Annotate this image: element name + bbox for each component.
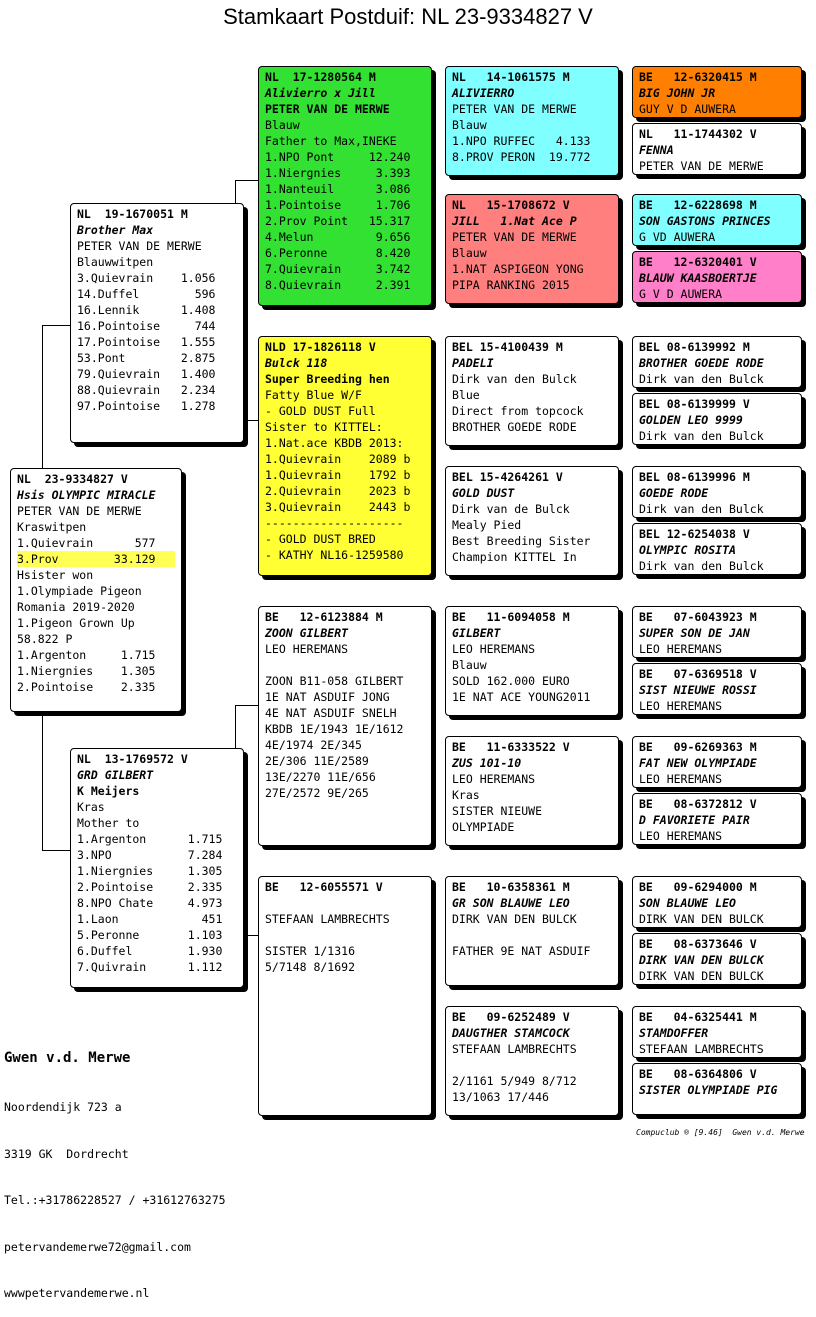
pedigree-card-dds[interactable] bbox=[445, 876, 619, 986]
card-line: STEFAAN LAMBRECHTS bbox=[639, 1042, 764, 1056]
card-line: 5.Peronne 1.103 bbox=[77, 928, 223, 942]
ring-number: NL 15-1708672 V bbox=[452, 198, 570, 212]
ring-number: BE 12-6228698 M bbox=[639, 198, 757, 212]
card-line: SISTER NIEUWE bbox=[452, 804, 543, 818]
ring-number: BE 12-6320415 M bbox=[639, 70, 757, 84]
card-line: Mealy Pied bbox=[452, 518, 522, 532]
pedigree-card-sds[interactable] bbox=[445, 336, 619, 446]
card-line: Blue bbox=[452, 388, 480, 402]
card-line: 3.Quievrain 1.056 bbox=[77, 271, 216, 285]
pedigree-card-g4-4[interactable] bbox=[632, 251, 802, 303]
card-line: Blauw bbox=[452, 118, 487, 132]
card-line: 7.Quivrain 1.112 bbox=[77, 960, 223, 974]
owner-website[interactable]: wwwpetervandemerwe.nl bbox=[4, 1286, 150, 1300]
card-line: 1.Laon 451 bbox=[77, 912, 223, 926]
card-line: 2.Quievrain 2023 b bbox=[265, 484, 411, 498]
card-line: LEO HEREMANS bbox=[639, 772, 723, 786]
pedigree-card-sire-sire[interactable] bbox=[258, 66, 432, 306]
ring-number: BE 09-6252489 V bbox=[452, 1010, 570, 1024]
card-line: Super Breeding hen bbox=[265, 372, 390, 386]
card-line: Hsister won bbox=[17, 568, 94, 582]
card-line: 2.Prov Point 15.317 bbox=[265, 214, 411, 228]
ring-number: NL 17-1280564 M bbox=[265, 70, 376, 84]
card-line: 1.Nat.ace KBDB 2013: bbox=[265, 436, 404, 450]
card-line: 27E/2572 9E/265 bbox=[265, 786, 369, 800]
pigeon-name: ZOON GILBERT bbox=[265, 626, 349, 640]
pedigree-card-g4-3[interactable] bbox=[632, 194, 802, 246]
card-line: 3.Prov 33.129 bbox=[17, 551, 175, 567]
card-line: Dirk van den Bulck bbox=[639, 429, 764, 443]
card-line: Mother to bbox=[77, 816, 140, 830]
pedigree-card-g4-9[interactable] bbox=[632, 606, 802, 658]
card-line: FATHER 9E NAT ASDUIF bbox=[452, 944, 591, 958]
card-line: LEO HEREMANS bbox=[265, 642, 349, 656]
card-line: PETER VAN DE MERWE bbox=[452, 102, 577, 116]
pedigree-card-g4-2[interactable] bbox=[632, 123, 802, 175]
pedigree-card-g4-16[interactable] bbox=[632, 1063, 802, 1115]
owner-address-line2: 3319 GK Dordrecht bbox=[4, 1146, 129, 1161]
card-line: 2.Pointoise 2.335 bbox=[77, 880, 223, 894]
card-line: OLYMPIADE bbox=[452, 820, 515, 834]
card-line: 1.Quievrain 2089 b bbox=[265, 452, 411, 466]
ring-number: BE 07-6043923 M bbox=[639, 610, 757, 624]
card-line: 2/1161 5/949 8/712 bbox=[452, 1074, 577, 1088]
card-line: K Meijers bbox=[77, 784, 140, 798]
ring-number: BE 10-6358361 M bbox=[452, 880, 570, 894]
card-line: 97.Pointoise 1.278 bbox=[77, 399, 216, 413]
card-line: PETER VAN DE MERWE bbox=[265, 102, 390, 116]
pigeon-name: BIG JOHN JR bbox=[639, 86, 716, 100]
pigeon-name: SIST NIEUWE ROSSI bbox=[639, 683, 757, 697]
card-line: 1.Argenton 1.715 bbox=[77, 832, 223, 846]
card-line: Blauw bbox=[265, 118, 300, 132]
ring-number: NL 11-1744302 V bbox=[639, 127, 757, 141]
card-line: Best Breeding Sister bbox=[452, 534, 591, 548]
pedigree-card-dsd[interactable] bbox=[445, 736, 619, 846]
ring-number: BEL 08-6139999 V bbox=[639, 397, 750, 411]
card-line: SOLD 162.000 EURO bbox=[452, 674, 570, 688]
connector-line bbox=[42, 710, 43, 850]
card-line: 1.Nanteuil 3.086 bbox=[265, 182, 411, 196]
card-line: 58.822 P bbox=[17, 632, 73, 646]
pigeon-name: OLYMPIC ROSITA bbox=[639, 543, 736, 557]
ring-number: BEL 15-4264261 V bbox=[452, 470, 563, 484]
pedigree-card-sdd[interactable] bbox=[445, 466, 619, 576]
card-line: Dirk van den Bulck bbox=[639, 559, 764, 573]
pigeon-name: SON GASTONS PRINCES bbox=[639, 214, 771, 228]
pigeon-name: Hsis OLYMPIC MIRACLE bbox=[17, 488, 156, 502]
card-line: 1E NAT ASDUIF JONG bbox=[265, 690, 390, 704]
ring-number: NL 14-1061575 M bbox=[452, 70, 570, 84]
ring-number: BEL 08-6139992 M bbox=[639, 340, 750, 354]
card-line: 1.Niergnies 1.305 bbox=[77, 864, 223, 878]
card-line: Dirk van de Bulck bbox=[452, 502, 570, 516]
ring-number: NL 19-1670051 M bbox=[77, 207, 188, 221]
card-line bbox=[265, 657, 425, 673]
card-line: 8.NPO Chate 4.973 bbox=[77, 896, 223, 910]
card-line: 88.Quievrain 2.234 bbox=[77, 383, 216, 397]
card-line: DIRK VAN DEN BULCK bbox=[452, 912, 577, 926]
pedigree-card-dam[interactable] bbox=[70, 748, 244, 988]
pigeon-name: Bulck 118 bbox=[265, 356, 328, 370]
ring-number: BE 12-6123884 M bbox=[265, 610, 383, 624]
pigeon-name: BROTHER GOEDE RODE bbox=[639, 356, 764, 370]
owner-address-line1: Noordendijk 723 a bbox=[4, 1100, 122, 1114]
card-line: 3.Quievrain 2443 b bbox=[265, 500, 411, 514]
pedigree-card-g4-5[interactable] bbox=[632, 336, 802, 388]
pigeon-name: GR SON BLAUWE LEO bbox=[452, 896, 570, 910]
pedigree-card-dam-sire[interactable] bbox=[258, 606, 432, 846]
card-line: 13E/2270 11E/656 bbox=[265, 770, 376, 784]
pigeon-name: SISTER OLYMPIADE PIG bbox=[639, 1083, 778, 1097]
pigeon-name: D FAVORIETE PAIR bbox=[639, 813, 750, 827]
card-line bbox=[452, 1057, 612, 1073]
card-line: Kras bbox=[452, 788, 480, 802]
card-line: DIRK VAN DEN BULCK bbox=[639, 912, 764, 926]
ring-number: NL 23-9334827 V bbox=[17, 472, 128, 486]
card-line: G V D AUWERA bbox=[639, 287, 723, 301]
card-line: 1.Olympiade Pigeon bbox=[17, 584, 142, 598]
ring-number: NL 13-1769572 V bbox=[77, 752, 188, 766]
card-line: - KATHY NL16-1259580 bbox=[265, 548, 404, 562]
pedigree-card-g4-7[interactable] bbox=[632, 466, 802, 518]
pedigree-card-g4-8[interactable] bbox=[632, 523, 802, 575]
pigeon-name: BLAUW KAASBOERTJE bbox=[639, 271, 757, 285]
pigeon-name: Alivierro x Jill bbox=[265, 86, 376, 100]
card-line: PIPA RANKING 2015 bbox=[452, 278, 570, 292]
card-line: Sister to KITTEL: bbox=[265, 420, 383, 434]
card-line: 4.Melun 9.656 bbox=[265, 230, 411, 244]
ring-number: BE 07-6369518 V bbox=[639, 667, 757, 681]
owner-email[interactable]: petervandemerwe72@gmail.com bbox=[4, 1239, 191, 1254]
pigeon-name: GOLDEN LEO 9999 bbox=[639, 413, 743, 427]
ring-number: BE 12-6055571 V bbox=[265, 880, 383, 894]
card-line: STEFAAN LAMBRECHTS bbox=[265, 912, 390, 926]
card-line: 13/1063 17/446 bbox=[452, 1090, 549, 1104]
ring-number: BE 12-6320401 V bbox=[639, 255, 757, 269]
card-line: Dirk van den Bulck bbox=[639, 502, 764, 516]
pigeon-name: DAUGTHER STAMCOCK bbox=[452, 1026, 570, 1040]
pedigree-card-dss[interactable] bbox=[445, 606, 619, 716]
connector-line bbox=[42, 850, 71, 851]
card-line: 5/7148 8/1692 bbox=[265, 960, 356, 974]
card-line: Blauw bbox=[452, 658, 487, 672]
pedigree-card-sire-dam[interactable] bbox=[258, 336, 432, 576]
pedigree-card-dam-dam[interactable] bbox=[258, 876, 432, 1116]
card-line: GUY V D AUWERA bbox=[639, 102, 736, 116]
ring-number: BEL 12-6254038 V bbox=[639, 527, 750, 541]
card-line: - GOLD DUST Full bbox=[265, 404, 376, 418]
connector-line bbox=[235, 705, 258, 706]
card-line: 17.Pointoise 1.555 bbox=[77, 335, 216, 349]
card-line: Dirk van den Bulck bbox=[639, 372, 764, 386]
connector-line bbox=[42, 325, 43, 470]
card-line: LEO HEREMANS bbox=[452, 772, 536, 786]
card-line: LEO HEREMANS bbox=[639, 642, 723, 656]
card-line: Champion KITTEL In bbox=[452, 550, 577, 564]
page-title: Stamkaart Postduif: NL 23-9334827 V bbox=[223, 4, 593, 29]
connector-line bbox=[42, 325, 71, 326]
pedigree-card-g4-12[interactable] bbox=[632, 793, 802, 845]
card-line: 4E NAT ASDUIF SNELH bbox=[265, 706, 397, 720]
owner-info bbox=[4, 1016, 226, 1317]
ring-number: BE 11-6094058 M bbox=[452, 610, 570, 624]
pedigree-card-g4-11[interactable] bbox=[632, 736, 802, 788]
card-line bbox=[452, 927, 612, 943]
pigeon-name: FENNA bbox=[639, 143, 674, 157]
pedigree-card-g4-15[interactable] bbox=[632, 1006, 802, 1058]
ring-number: NLD 17-1826118 V bbox=[265, 340, 376, 354]
card-line: Blauwwitpen bbox=[77, 255, 154, 269]
pigeon-name: DIRK VAN DEN BULCK bbox=[639, 953, 764, 967]
ring-number: BE 08-6372812 V bbox=[639, 797, 757, 811]
card-line: 7.Quievrain 3.742 bbox=[265, 262, 411, 276]
pigeon-name: STAMDOFFER bbox=[639, 1026, 709, 1040]
card-line: DIRK VAN DEN BULCK bbox=[639, 969, 764, 983]
card-line bbox=[265, 927, 425, 943]
card-line: PETER VAN DE MERWE bbox=[17, 504, 142, 518]
pedigree-card-ssd[interactable] bbox=[445, 194, 619, 304]
card-line: G VD AUWERA bbox=[639, 230, 716, 244]
pigeon-name: ALIVIERRO bbox=[452, 86, 515, 100]
card-line: 1.Argenton 1.715 bbox=[17, 648, 156, 662]
card-line: 1E NAT ACE YOUNG2011 bbox=[452, 690, 591, 704]
connector-line bbox=[235, 180, 258, 181]
ring-number: BE 08-6373646 V bbox=[639, 937, 757, 951]
pigeon-name: GRD GILBERT bbox=[77, 768, 154, 782]
pigeon-name: GOLD DUST bbox=[452, 486, 515, 500]
card-line: -------------------- bbox=[265, 516, 404, 530]
owner-phone: Tel.:+31786228527 / +31612763275 bbox=[4, 1193, 226, 1207]
card-line: LEO HEREMANS bbox=[452, 642, 536, 656]
card-line: 1.Pigeon Grown Up bbox=[17, 616, 135, 630]
pigeon-name: JILL 1.Nat Ace P bbox=[452, 214, 577, 228]
ring-number: BEL 08-6139996 M bbox=[639, 470, 750, 484]
card-line: Fatty Blue W/F bbox=[265, 388, 362, 402]
card-line: STEFAAN LAMBRECHTS bbox=[452, 1042, 577, 1056]
card-line: ZOON B11-058 GILBERT bbox=[265, 674, 404, 688]
pedigree-card-g4-13[interactable] bbox=[632, 876, 802, 928]
card-line: 1.Quievrain 1792 b bbox=[265, 468, 411, 482]
ring-number: BE 08-6364806 V bbox=[639, 1067, 757, 1081]
card-line: 1.Quievrain 577 bbox=[17, 536, 156, 550]
card-line: Dirk van den Bulck bbox=[452, 372, 577, 386]
pigeon-name: ZUS 101-10 bbox=[452, 756, 522, 770]
card-line: 8.PROV PERON 19.772 bbox=[452, 150, 591, 164]
pedigree-card-g4-1[interactable] bbox=[632, 66, 802, 118]
card-line: Kraswitpen bbox=[17, 520, 87, 534]
card-line: Romania 2019-2020 bbox=[17, 600, 135, 614]
card-line: 6.Duffel 1.930 bbox=[77, 944, 223, 958]
card-line: PETER VAN DE MERWE bbox=[77, 239, 202, 253]
card-line: Blauw bbox=[452, 246, 487, 260]
card-line: 8.Quievrain 2.391 bbox=[265, 278, 411, 292]
card-line: KBDB 1E/1943 1E/1612 bbox=[265, 722, 404, 736]
ring-number: BEL 15-4100439 M bbox=[452, 340, 563, 354]
card-line: 16.Pointoise 744 bbox=[77, 319, 216, 333]
pigeon-name: SON BLAUWE LEO bbox=[639, 896, 736, 910]
pedigree-card-g4-6[interactable] bbox=[632, 393, 802, 445]
pigeon-name: FAT NEW OLYMPIADE bbox=[639, 756, 757, 770]
pedigree-card-ddd[interactable] bbox=[445, 1006, 619, 1116]
card-line: 2E/306 11E/2589 bbox=[265, 754, 369, 768]
ring-number: BE 11-6333522 V bbox=[452, 740, 570, 754]
card-line: Direct from topcock bbox=[452, 404, 584, 418]
owner-name: Gwen v.d. Merwe bbox=[4, 1050, 131, 1066]
card-line: 1.NPO RUFFEC 4.133 bbox=[452, 134, 591, 148]
pedigree-card-g4-14[interactable] bbox=[632, 933, 802, 985]
card-line: Kras bbox=[77, 800, 105, 814]
pigeon-name: GOEDE RODE bbox=[639, 486, 709, 500]
card-line: 1.Niergnies 1.305 bbox=[17, 664, 156, 678]
pedigree-card-subject[interactable] bbox=[10, 468, 182, 712]
card-line: LEO HEREMANS bbox=[639, 829, 723, 843]
ring-number: BE 09-6294000 M bbox=[639, 880, 757, 894]
card-line: 1.Niergnies 3.393 bbox=[265, 166, 411, 180]
card-line: PETER VAN DE MERWE bbox=[639, 159, 764, 173]
card-line: SISTER 1/1316 bbox=[265, 944, 356, 958]
pedigree-card-sss[interactable] bbox=[445, 66, 619, 176]
card-line: 1.NPO Pont 12.240 bbox=[265, 150, 411, 164]
card-line: 6.Peronne 8.420 bbox=[265, 246, 411, 260]
card-line: 4E/1974 2E/345 bbox=[265, 738, 362, 752]
card-line: 1.Pointoise 1.706 bbox=[265, 198, 411, 212]
card-line: 14.Duffel 596 bbox=[77, 287, 216, 301]
card-line: BROTHER GOEDE RODE bbox=[452, 420, 577, 434]
pigeon-name: Brother Max bbox=[77, 223, 154, 237]
card-line: 79.Quievrain 1.400 bbox=[77, 367, 216, 381]
pedigree-card-g4-10[interactable] bbox=[632, 663, 802, 715]
card-line: 53.Pont 2.875 bbox=[77, 351, 216, 365]
pedigree-card-sire[interactable] bbox=[70, 203, 244, 443]
pigeon-name: GILBERT bbox=[452, 626, 501, 640]
card-line: 3.NPO 7.284 bbox=[77, 848, 223, 862]
card-line: 16.Lennik 1.408 bbox=[77, 303, 216, 317]
card-line: LEO HEREMANS bbox=[639, 699, 723, 713]
ring-number: BE 04-6325441 M bbox=[639, 1010, 757, 1024]
footer-credit: Compuclub ® [9.46] Gwen v.d. Merwe bbox=[636, 1128, 805, 1137]
card-line: PETER VAN DE MERWE bbox=[452, 230, 577, 244]
pigeon-name bbox=[265, 895, 425, 911]
card-line: - GOLD DUST BRED bbox=[265, 532, 376, 546]
card-line: 2.Pointoise 2.335 bbox=[17, 680, 156, 694]
pigeon-name: SUPER SON DE JAN bbox=[639, 626, 750, 640]
pigeon-name: PADELI bbox=[452, 356, 494, 370]
card-line: Father to Max,INEKE bbox=[265, 134, 397, 148]
card-line: 1.NAT ASPIGEON YONG bbox=[452, 262, 584, 276]
ring-number: BE 09-6269363 M bbox=[639, 740, 757, 754]
